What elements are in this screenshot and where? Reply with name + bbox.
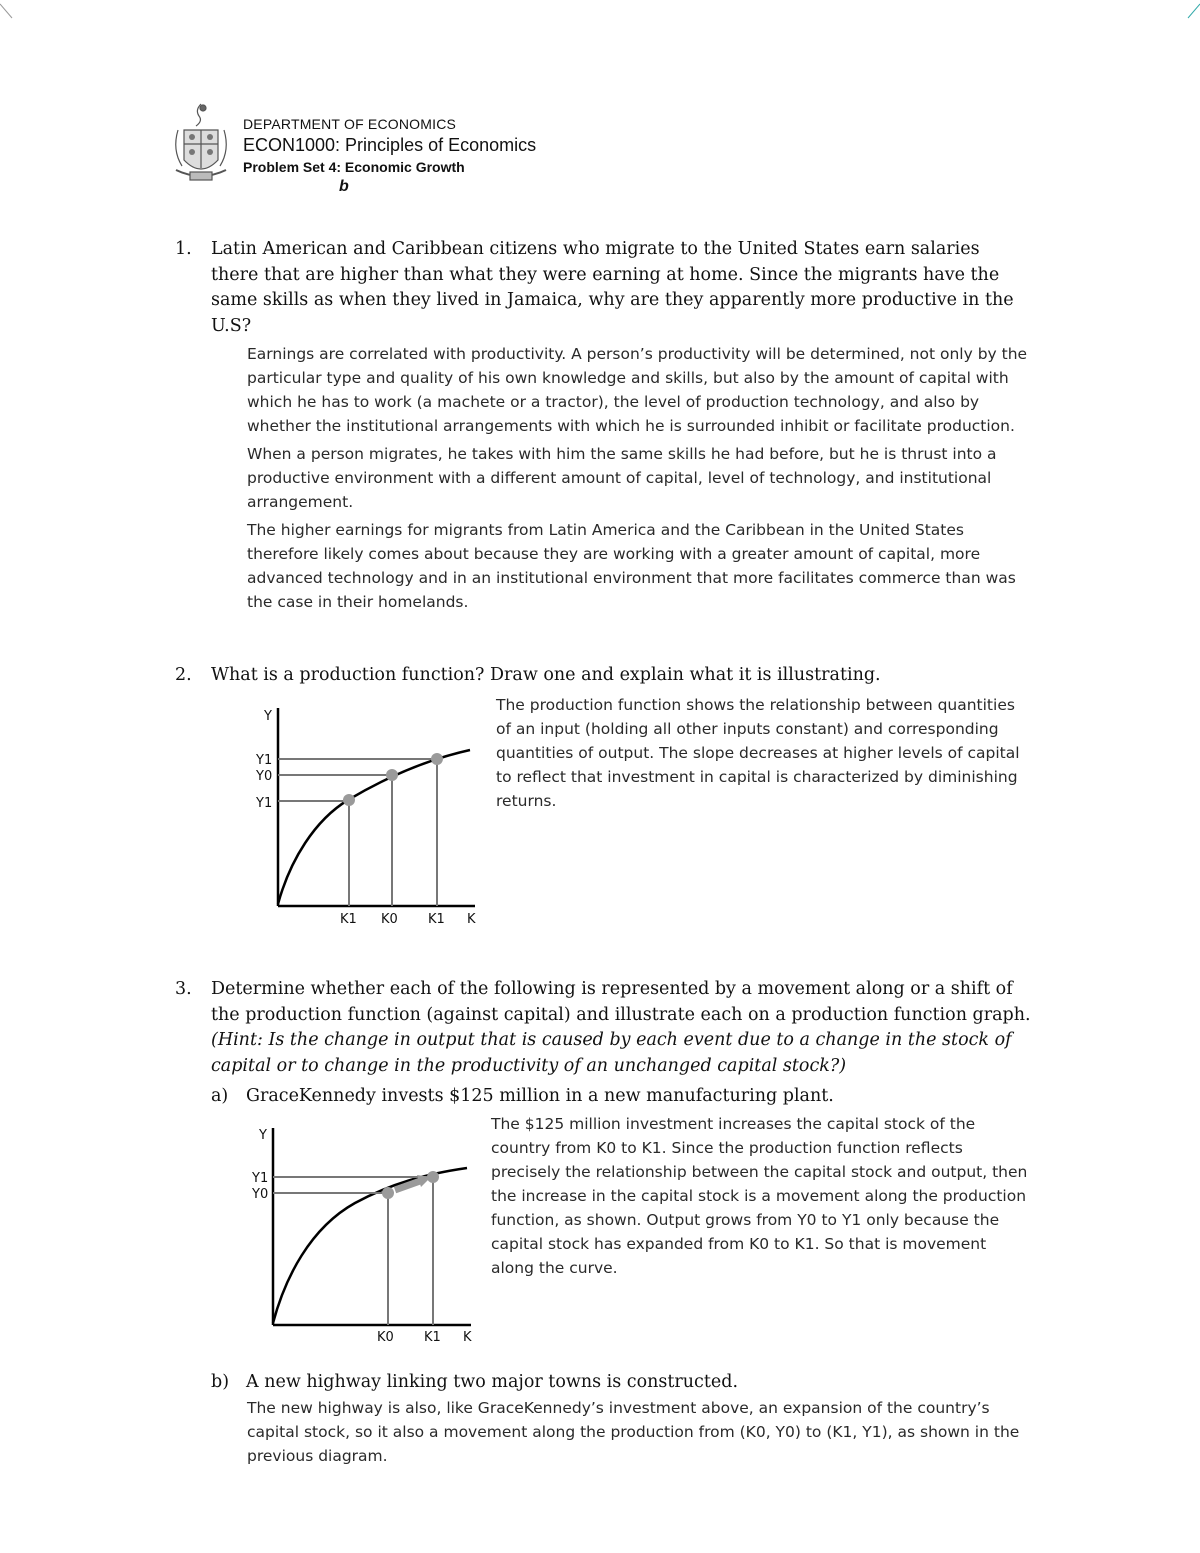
handwritten-mark: b xyxy=(339,178,349,195)
x-tick-label: K0 xyxy=(377,1330,394,1345)
question-3a-label: a) xyxy=(211,1086,229,1106)
answer-paragraph: Earnings are correlated with productivity. A person’s productivity will be determined, not only by the particular type and quality of his own knowledge and skills, but also by the amount of capital with which he has to work (a machete or a tractor), the level of production technology, and also by whether the institutional arrangements with which he is surrounded inhibit or facilitate production. xyxy=(247,345,1028,435)
y-axis-label: Y xyxy=(259,1128,267,1143)
y-tick-label: Y1 xyxy=(256,796,273,811)
production-curve xyxy=(278,750,470,904)
question-3-text xyxy=(211,977,1031,1079)
question-3a-answer: The $125 million investment increases the capital stock of the country from K0 to K1. Since the production function reflects precisely the relationship between the capital stock and output, then the increase in the capital stock is a movement along the production function, as shown. Output grows from Y0 to Y1 only because the capital stock has expanded from K0 to K1. So that is movement along the curve. xyxy=(491,1115,1028,1277)
point-k0-y0 xyxy=(386,769,398,781)
answer-paragraph: The higher earnings for migrants from Latin America and the Caribbean in the United States therefore likely comes about because they are working with a greater amount of capital, more advanced technology and in an institutional environment that more facilitates commerce than was the case in their homelands. xyxy=(247,521,1016,611)
question-1-number: 1. xyxy=(175,239,192,259)
point-k1-y1 xyxy=(427,1171,439,1183)
movement-arrow xyxy=(395,1180,423,1190)
production-function-graph-2 xyxy=(245,1118,485,1348)
x-tick-label: K1 xyxy=(340,912,357,927)
question-3b-answer: The new highway is also, like GraceKennedy’s investment above, an expansion of the country’s capital stock, so it also a movement along the production from (K0, Y0) to (K1, Y1), as shown in the previous diagram. xyxy=(247,1399,1020,1465)
question-1-text: Latin American and Caribbean citizens who migrate to the United States earn salaries there that are higher than what they were earning at home. Since the migrants have the same skills as when they lived in Jamaica, why are they apparently more productive in the U.S? xyxy=(211,239,1014,336)
answer-paragraph: When a person migrates, he takes with him the same skills he had before, but he is thrust into a productive environment with a different amount of capital, level of technology, and institutional arrangement. xyxy=(247,445,997,511)
production-function-graph-1 xyxy=(245,700,485,930)
question-3b-label: b) xyxy=(211,1372,230,1392)
question-2-text: What is a production function? Draw one and explain what it is illustrating. xyxy=(211,665,881,685)
question-3-hint: (Hint: Is the change in output that is caused by each event due to a change in the stock of capital or to change in the productivity of an unchanged capital stock?) xyxy=(211,1030,1012,1076)
university-crest-logo xyxy=(170,100,232,190)
question-1-answer xyxy=(247,342,1032,618)
y-tick-label: Y0 xyxy=(252,1187,269,1202)
corner-mark-left xyxy=(0,0,20,20)
question-3-number: 3. xyxy=(175,979,192,999)
question-3a-text: GraceKennedy invests $125 million in a new manufacturing plant. xyxy=(246,1086,834,1106)
point-k1-y1-high xyxy=(431,753,443,765)
x-tick-label: K1 xyxy=(424,1330,441,1345)
course-title: ECON1000: Principles of Economics xyxy=(243,135,537,155)
department-name: DEPARTMENT OF ECONOMICS xyxy=(243,116,457,132)
point-k1-y1-low xyxy=(343,794,355,806)
x-tick-label: K1 xyxy=(428,912,445,927)
y-axis-label: Y xyxy=(264,709,272,724)
production-curve xyxy=(273,1168,467,1323)
corner-mark-right xyxy=(1180,0,1200,20)
question-2-number: 2. xyxy=(175,665,192,685)
x-tick-label: K0 xyxy=(381,912,398,927)
x-axis-label: K xyxy=(467,912,476,927)
point-k0-y0 xyxy=(382,1187,394,1199)
question-3b-text: A new highway linking two major towns is constructed. xyxy=(246,1372,739,1392)
y-tick-label: Y0 xyxy=(256,769,273,784)
y-tick-label: Y1 xyxy=(256,753,273,768)
y-tick-label: Y1 xyxy=(252,1171,269,1186)
x-axis-label: K xyxy=(463,1330,472,1345)
question-2-answer: The production function shows the relationship between quantities of an input (holding all other inputs constant) and corresponding quantities of output. The slope decreases at higher levels of capital to reflect that investment in capital is characterized by diminishing returns. xyxy=(496,696,1020,810)
question-3-prompt: Determine whether each of the following is represented by a movement along or a shift of the production function (against capital) and illustrate each on a production function graph. xyxy=(211,979,1031,1025)
problem-set-title: Problem Set 4: Economic Growth xyxy=(243,159,465,175)
